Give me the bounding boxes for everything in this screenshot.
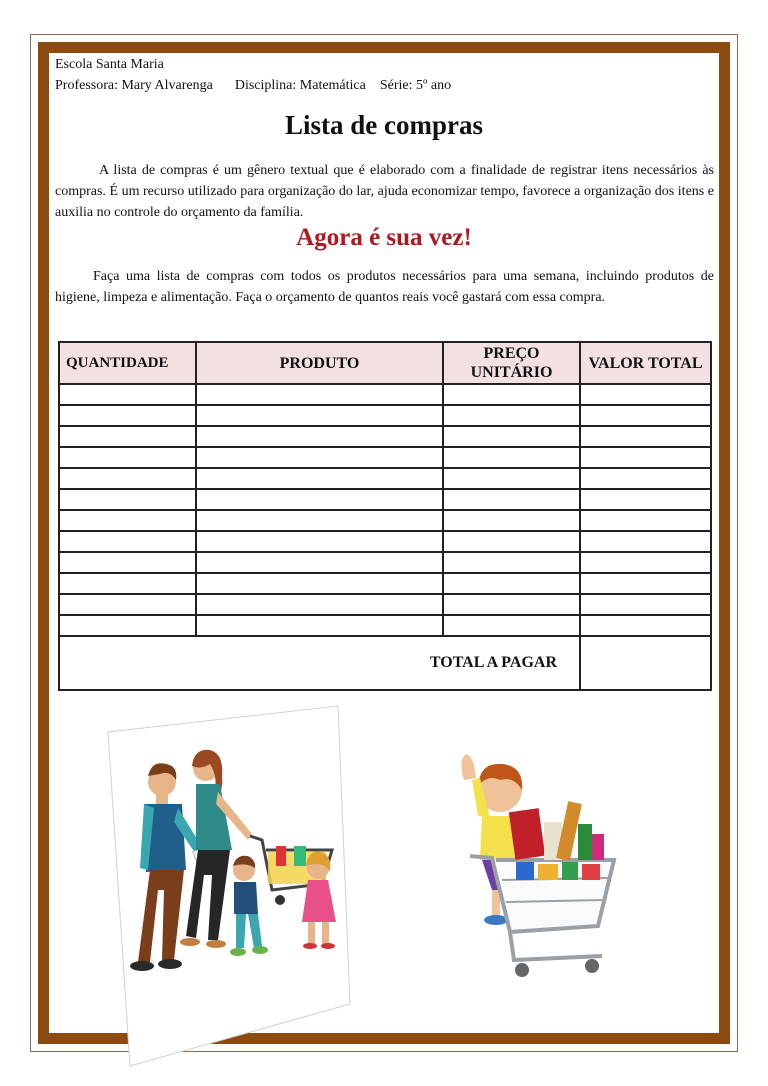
cell-valor[interactable] (580, 573, 711, 594)
grade: Série: 5º ano (379, 78, 452, 93)
cell-quantidade[interactable] (59, 594, 196, 615)
cell-quantidade[interactable] (59, 489, 196, 510)
cell-preco[interactable] (443, 468, 580, 489)
table-row (59, 615, 711, 636)
table-row (59, 405, 711, 426)
cell-quantidade[interactable] (59, 468, 196, 489)
school-name: Escola Santa Maria (55, 57, 164, 72)
discipline: Disciplina: Matemática (234, 78, 366, 93)
teacher-name: Professora: Mary Alvarenga (55, 78, 213, 93)
table-row (59, 426, 711, 447)
cell-preco[interactable] (443, 594, 580, 615)
cell-valor[interactable] (580, 447, 711, 468)
col-preco-unitario: PREÇO UNITÁRIO (443, 342, 580, 384)
cell-quantidade[interactable] (59, 573, 196, 594)
cell-produto[interactable] (196, 573, 443, 594)
cell-valor[interactable] (580, 405, 711, 426)
table-row (59, 531, 711, 552)
col-valor-total: VALOR TOTAL (580, 342, 711, 384)
boy-with-cart-illustration (452, 750, 627, 990)
cell-preco[interactable] (443, 384, 580, 405)
cell-produto[interactable] (196, 489, 443, 510)
col-quantidade: QUANTIDADE (59, 342, 196, 384)
cell-produto[interactable] (196, 405, 443, 426)
shopping-list-table (58, 341, 712, 691)
cell-preco[interactable] (443, 405, 580, 426)
cell-produto[interactable] (196, 615, 443, 636)
table-row (59, 489, 711, 510)
page-title: Lista de compras (285, 110, 483, 140)
cell-valor[interactable] (580, 510, 711, 531)
table-row (59, 594, 711, 615)
cell-quantidade[interactable] (59, 510, 196, 531)
cell-preco[interactable] (443, 615, 580, 636)
cell-preco[interactable] (443, 510, 580, 531)
table-row (59, 552, 711, 573)
cell-produto[interactable] (196, 447, 443, 468)
family-shopping-illustration (100, 700, 360, 1070)
table-row (59, 510, 711, 531)
cell-preco[interactable] (443, 489, 580, 510)
cell-preco[interactable] (443, 573, 580, 594)
cell-valor[interactable] (580, 426, 711, 447)
cell-quantidade[interactable] (59, 615, 196, 636)
table-row (59, 573, 711, 594)
intro-paragraph: A lista de compras é um gênero textual que é elaborado com a finalidade de registrar itens necessários às compras. É um recurso utilizado para organização do lar, ajuda economizar tempo, favorece a organização dos itens e auxilia no controle do orçamento da família. (55, 163, 714, 220)
cell-valor[interactable] (580, 384, 711, 405)
subtitle: Agora é sua vez! (296, 224, 472, 251)
cell-valor[interactable] (580, 531, 711, 552)
cell-valor[interactable] (580, 489, 711, 510)
cell-valor[interactable] (580, 552, 711, 573)
cell-valor[interactable] (580, 615, 711, 636)
cell-produto[interactable] (196, 468, 443, 489)
cell-preco[interactable] (443, 426, 580, 447)
cell-quantidade[interactable] (59, 552, 196, 573)
table-header-row (59, 342, 711, 384)
cell-produto[interactable] (196, 510, 443, 531)
cell-quantidade[interactable] (59, 531, 196, 552)
cell-preco[interactable] (443, 531, 580, 552)
cell-quantidade[interactable] (59, 426, 196, 447)
table-row (59, 384, 711, 405)
cell-preco[interactable] (443, 447, 580, 468)
table-row (59, 447, 711, 468)
col-produto: PRODUTO (196, 342, 443, 384)
cell-valor[interactable] (580, 468, 711, 489)
table-row (59, 468, 711, 489)
cell-quantidade[interactable] (59, 384, 196, 405)
cell-produto[interactable] (196, 384, 443, 405)
cell-produto[interactable] (196, 552, 443, 573)
cell-produto[interactable] (196, 426, 443, 447)
header-info-line (55, 77, 451, 95)
instructions-paragraph: Faça uma lista de compras com todos os produtos necessários para uma semana, incluindo produtos de higiene, limpeza e alimentação. Faça o orçamento de quantos reais você gastará com essa compra. (55, 269, 714, 305)
cell-produto[interactable] (196, 594, 443, 615)
total-value-cell[interactable] (580, 636, 711, 690)
total-row (59, 636, 711, 690)
cell-valor[interactable] (580, 594, 711, 615)
cell-preco[interactable] (443, 552, 580, 573)
cell-quantidade[interactable] (59, 447, 196, 468)
cell-produto[interactable] (196, 531, 443, 552)
total-label: TOTAL A PAGAR (59, 636, 580, 690)
cell-quantidade[interactable] (59, 405, 196, 426)
